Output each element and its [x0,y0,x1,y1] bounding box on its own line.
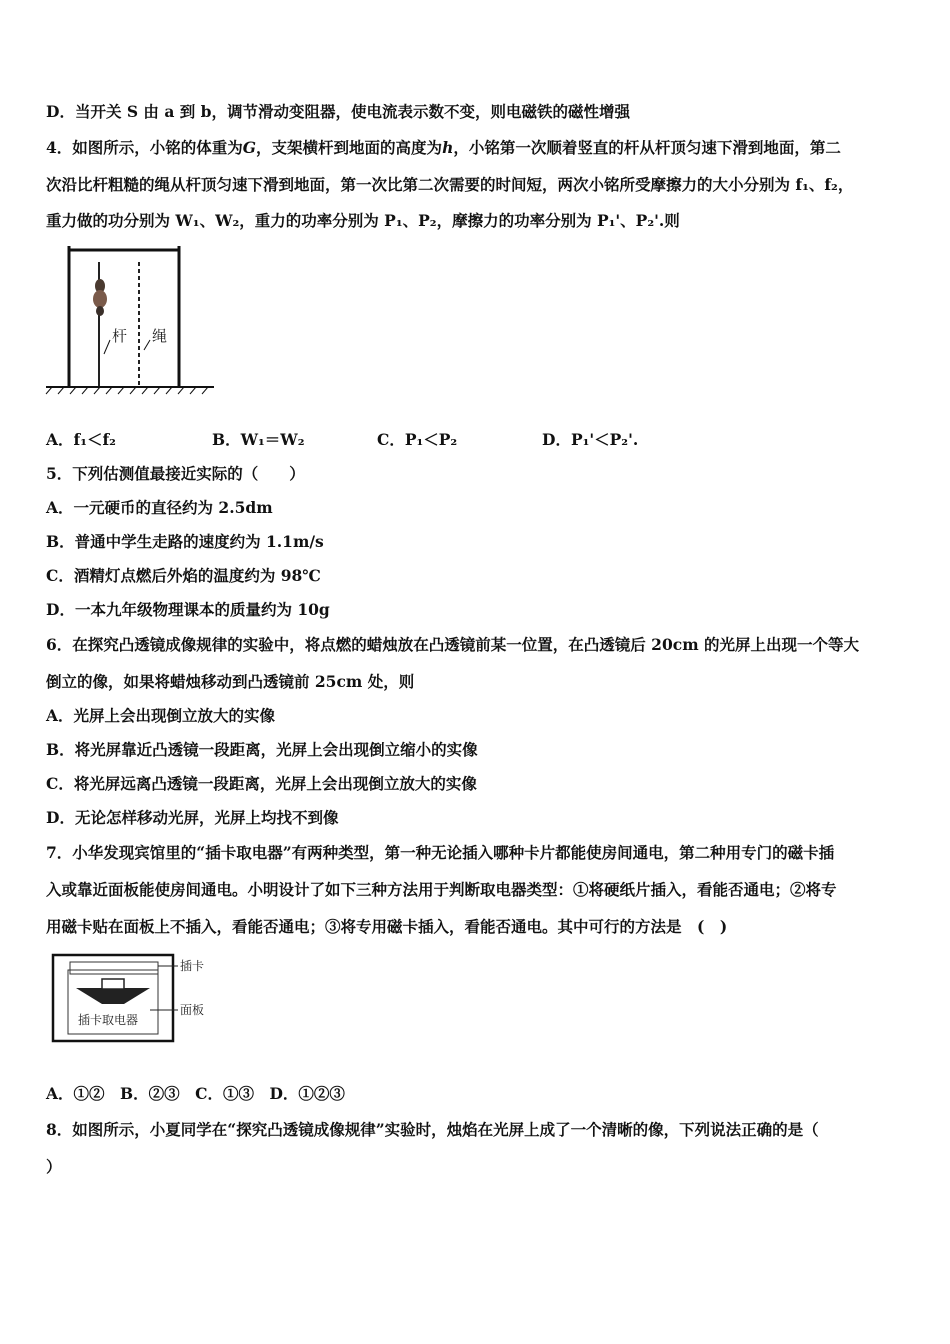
q7-stem-line1: 7．小华发现宾馆里的“插卡取电器”有两种类型，第一种无论插入哪种卡片都能使房间通电，第二种用专门的磁卡插 [46,843,835,862]
q4-weight-symbol: G [242,138,257,157]
q8-stem-line2: ） [46,1157,62,1176]
q5-stem: 5．下列估测值最接近实际的（ ） [46,464,305,483]
q6-stem-line1: 6．在探究凸透镜成像规律的实验中，将点燃的蜡烛放在凸透镜前某一位置，在凸透镜后 20cm 的光屏上出现一个等大 [46,635,859,654]
rod-label: 杆 [112,327,128,345]
q5-option-c: C．酒精灯点燃后外焰的温度约为 98℃ [46,566,321,585]
q4-stem-text-b: ，支架横杆到地面的高度为 [256,138,443,157]
q4-stem-line1 [46,136,841,158]
q6-option-c: C．将光屏远离凸透镜一段距离，光屏上会出现倒立放大的实像 [46,774,477,793]
rope-label: 绳 [152,327,168,345]
q6-option-b: B．将光屏靠近凸透镜一段距离，光屏上会出现倒立缩小的实像 [46,740,478,759]
insert-arrow-icon [76,988,150,1004]
q8-stem-line1: 8．如图所示，小夏同学在“探究凸透镜成像规律”实验时，烛焰在光屏上成了一个清晰的像，下列说法正确的是（ [46,1120,819,1139]
q7-card-switch-figure [50,952,220,1046]
panel-label: 面板 [180,1003,205,1017]
card [70,962,158,974]
ground-hatching [46,387,208,394]
device-label: 插卡取电器 [78,1013,139,1027]
q4-height-symbol: h [442,138,454,157]
rope-pointer [144,340,150,350]
q5-option-a: A．一元硬币的直径约为 2.5dm [46,498,273,517]
q3-option-d: D．当开关 S 由 a 到 b，调节滑动变阻器，使电流表示数不变，则电磁铁的磁性增强 [46,102,630,121]
q6-option-a: A．光屏上会出现倒立放大的实像 [46,706,276,725]
q4-option-d: D．P₁'＜P₂'. [542,430,639,449]
q5-option-b: B．普通中学生走路的速度约为 1.1m/s [46,532,324,551]
q6-option-d: D．无论怎样移动光屏，光屏上均找不到像 [46,808,339,827]
q4-rod-rope-figure [44,244,219,396]
q4-stem-line3: 重力做的功分别为 W₁、W₂，重力的功率分别为 P₁、P₂，摩擦力的功率分别为 P₁'、P₂'.则 [46,211,680,230]
person-icon [93,279,107,316]
card-label: 插卡 [180,959,205,973]
rod-pointer [104,340,110,354]
q4-option-c: C．P₁＜P₂ [377,430,458,449]
q7-options: A．①② B．②③ C．①③ D．①②③ [46,1084,345,1103]
q4-stem-text-a: 4．如图所示，小铭的体重为 [46,138,243,157]
q7-stem-line3: 用磁卡贴在面板上不插入，看能否通电；③将专用磁卡插入，看能否通电。其中可行的方法是 ( ) [46,917,728,936]
q4-stem-text-c: ，小铭第一次顺着竖直的杆从杆顶匀速下滑到地面，第二 [453,138,841,157]
q6-stem-line2: 倒立的像，如果将蜡烛移动到凸透镜前 25cm 处，则 [46,672,415,691]
q7-stem-line2: 入或靠近面板能使房间通电。小明设计了如下三种方法用于判断取电器类型：①将硬纸片插入，看能否通电；②将专 [46,880,837,899]
q4-option-a: A．f₁＜f₂ [46,430,116,449]
q5-option-d: D．一本九年级物理课本的质量约为 10g [46,600,330,619]
q4-stem-line2: 次沿比杆粗糙的绳从杆顶匀速下滑到地面，第一次比第二次需要的时间短，两次小铭所受摩擦力的大小分别为 f₁、f₂， [46,175,854,194]
q4-option-b: B．W₁＝W₂ [212,430,305,449]
slot [102,979,124,989]
